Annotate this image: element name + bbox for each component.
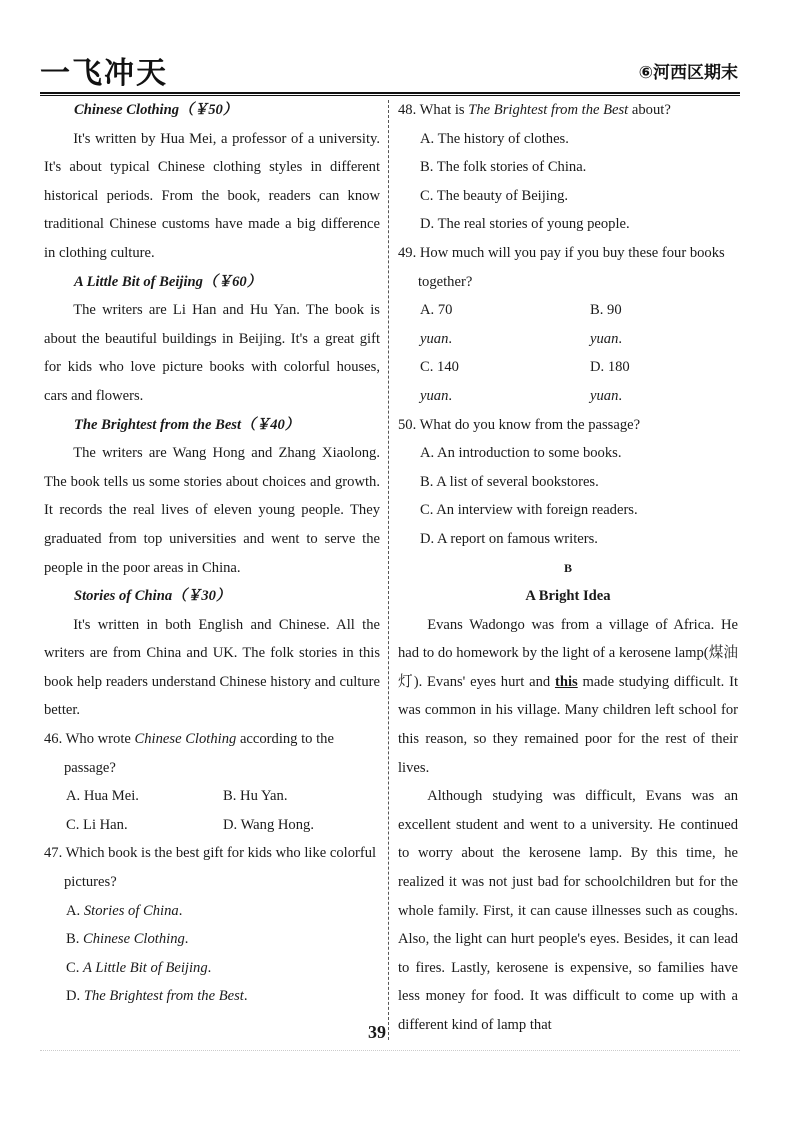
- book-title-stories-of-china: Stories of China（￥30）: [74, 588, 231, 605]
- question-49: 49. How much will you pay if you buy these four books together?: [398, 244, 725, 290]
- q49-options-row1: [398, 296, 738, 353]
- question-46: 46. Who wrote Chinese Clothing according to the passage?: [44, 731, 334, 776]
- passage-paragraph-2: Although studying was difficult, Evans was an excellent student and went to a university. He continued to worry about the kerosene lamp. By this time, he realized it was not just bad for schoolchildren but for the whole family. First, it can cause illnesses such as coughs. Also, the light can hurt people's eyes. Besides, it can lead to fires. Lastly, kerosene is expensive, so families have less money for food. It was difficult to come up with a different kind of lamp that: [398, 788, 738, 1033]
- question-48: 48. What is The Brightest from the Best about?: [398, 102, 671, 118]
- book-desc-stories-of-china: It's written in both English and Chinese. All the writers are from China and UK. The folk stories in this book help readers understand Chinese history and culture better.: [44, 616, 380, 719]
- book-title-little-bit-of-beijing: A Little Bit of Beijing（￥60）: [74, 273, 262, 290]
- question-50: 50. What do you know from the passage?: [398, 416, 641, 433]
- passage-title: A Bright Idea: [525, 588, 611, 605]
- passage-paragraph-1: Evans Wadongo was from a village of Africa. He had to do homework by the light of a kerosene lamp(煤油灯). Evans' eyes hurt and this made studying difficult. It was common in his village. Many children left school for this reason, so they remained poor for the rest of their lives.: [398, 616, 739, 776]
- q50-option-a[interactable]: A. An introduction to some books.: [420, 445, 622, 462]
- q49-option-a[interactable]: A. 70 yuan.: [420, 302, 453, 347]
- q46-option-d[interactable]: D. Wang Hong.: [223, 816, 314, 833]
- q48-option-a[interactable]: A. The history of clothes.: [420, 130, 569, 147]
- q46-option-b[interactable]: B. Hu Yan.: [223, 788, 288, 805]
- q50-option-c[interactable]: C. An interview with foreign readers.: [420, 502, 638, 519]
- brand-logo: 一飞冲天: [40, 56, 168, 91]
- section-b-label: B: [563, 560, 572, 575]
- q50-option-b[interactable]: B. A list of several bookstores.: [420, 473, 599, 490]
- q49-option-b[interactable]: B. 90 yuan.: [590, 302, 623, 347]
- book-desc-little-bit-of-beijing: The writers are Li Han and Hu Yan. The book is about the beautiful buildings in Beijing. It's a great gift for kids who love picture books with colorful houses, cars and flowers.: [44, 302, 380, 404]
- q46-option-c[interactable]: C. Li Han.: [66, 816, 128, 833]
- q47-option-a[interactable]: A. Stories of China.: [66, 902, 183, 919]
- q47-option-c[interactable]: C. A Little Bit of Beijing.: [66, 959, 212, 976]
- left-column: [44, 96, 380, 1011]
- q48-option-c[interactable]: C. The beauty of Beijing.: [420, 187, 569, 204]
- q46-options-row2: [44, 811, 380, 840]
- q49-option-c[interactable]: C. 140 yuan.: [420, 359, 459, 404]
- right-column: [398, 96, 738, 1040]
- q48-option-d[interactable]: D. The real stories of young people.: [420, 216, 630, 233]
- book-desc-chinese-clothing: It's written by Hua Mei, a professor of a university. It's about typical Chinese clothing styles in different historical periods. From the book, readers can know traditional Chinese customs have made a big difference in clothing culture.: [44, 130, 380, 261]
- q47-option-b[interactable]: B. Chinese Clothing.: [66, 931, 189, 948]
- book-title-chinese-clothing: Chinese Clothing（￥50）: [74, 102, 238, 118]
- book-desc-brightest-from-best: The writers are Wang Hong and Zhang Xiaolong. The book tells us some stories about choices and growth. It records the real lives of eleven young people. They graduated from top universities and went to serve the people in the poor areas in China.: [44, 445, 380, 576]
- q50-option-d[interactable]: D. A report on famous writers.: [420, 530, 598, 547]
- footer-rule: [40, 1050, 740, 1051]
- header-rule: [40, 92, 740, 94]
- book-title-brightest-from-best: The Brightest from the Best（￥40）: [74, 416, 300, 433]
- q48-option-b[interactable]: B. The folk stories of China.: [420, 159, 587, 176]
- q49-options-row2: [398, 353, 738, 410]
- page-number: 39: [368, 1022, 386, 1042]
- q46-options-row1: [44, 782, 380, 811]
- q46-option-a[interactable]: A. Hua Mei.: [66, 788, 139, 805]
- q47-option-d[interactable]: D. The Brightest from the Best.: [66, 988, 248, 1005]
- column-divider: [388, 100, 390, 1040]
- section-tag: ⑥河西区期末: [638, 63, 738, 83]
- question-47: 47. Which book is the best gift for kids who like colorful pictures?: [44, 845, 377, 891]
- q49-option-d[interactable]: D. 180 yuan.: [590, 359, 630, 404]
